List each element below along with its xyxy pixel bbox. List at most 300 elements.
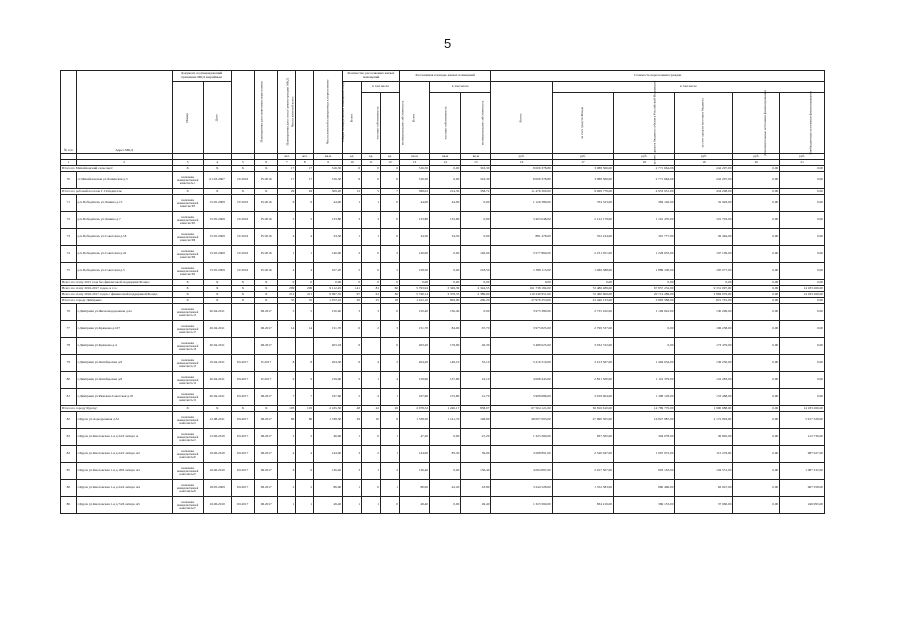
table-cell: 2	[362, 446, 381, 463]
table-cell: 1	[362, 463, 381, 480]
table-cell: 165 077,00	[675, 263, 733, 280]
table-cell	[231, 338, 254, 355]
table-cell: IV.2016	[255, 229, 278, 246]
table-cell: 0	[343, 280, 362, 286]
resettlement-table	[60, 70, 825, 514]
table-cell: 48	[343, 406, 362, 412]
table-cell: 137,80	[430, 372, 461, 389]
table-cell: 0,00	[491, 280, 552, 286]
table-cell: 2 540 047,00	[552, 446, 613, 463]
table-cell: X	[231, 292, 254, 298]
table-cell: р.п.Победитель ул.Советская д.18	[76, 229, 172, 246]
table-cell: 3 459 004,00	[552, 389, 613, 406]
table-cell: 4	[296, 446, 314, 463]
table-cell: 0,00	[733, 292, 780, 298]
table-cell: 14 183 266,00	[780, 292, 825, 298]
table-cell: 59,00	[461, 446, 491, 463]
table-cell: 12.08.2011	[203, 412, 231, 429]
table-cell: 9	[314, 160, 343, 166]
table-cell: II.2017	[255, 355, 278, 372]
table-cell: 5 746,14	[399, 292, 429, 298]
table-cell: 5	[343, 263, 362, 280]
table-cell: 8	[278, 355, 296, 372]
table-cell: 176,90	[430, 338, 461, 355]
table-cell: 3	[362, 304, 381, 321]
table-cell: 838,07	[461, 406, 491, 412]
table-cell: 0,00	[733, 286, 780, 292]
table-cell: 49,40	[399, 497, 429, 514]
table-cell: 15.05.2009	[203, 212, 231, 229]
table-cell: 3 032 722,00	[552, 338, 613, 355]
table-cell: 4 953 951,00	[614, 189, 675, 195]
table-cell: 82	[61, 412, 77, 429]
table-cell: 0,00	[430, 429, 461, 446]
table-cell: 987 027,00	[780, 446, 825, 463]
table-cell: 0,00	[733, 463, 780, 480]
table-cell: 598,02	[399, 189, 429, 195]
table-cell: 316,30	[399, 166, 429, 172]
table-cell: 115 276,00	[675, 446, 733, 463]
table-cell: II.2017	[255, 372, 278, 389]
table-cell: 5	[381, 263, 400, 280]
subtotal-label: Всего по этапу 2015 года без финансовой поддержки Фонда:	[61, 280, 173, 286]
table-cell: 3	[362, 212, 381, 229]
table-cell: 17	[296, 172, 314, 189]
table-cell: 6	[296, 195, 314, 212]
table-cell: 2 165,50	[314, 406, 343, 412]
table-cell: 4	[278, 446, 296, 463]
table-cell: 0,00	[733, 166, 780, 172]
table-cell: 5 489 025,00	[491, 338, 552, 355]
col-region-header: за счет средств бюджета субъекта Российской Федерации	[614, 93, 675, 154]
table-cell: III.2017	[255, 446, 278, 463]
table-cell: 316,30	[314, 172, 343, 189]
table-cell: 107,20	[314, 263, 343, 280]
table-cell: 144,00	[314, 446, 343, 463]
col-doc-number-header: Номер	[172, 82, 203, 154]
page-number: 5	[444, 36, 452, 51]
table-cell: 4	[278, 263, 296, 280]
table-cell: 17	[278, 166, 296, 172]
table-cell: 84,00	[430, 321, 461, 338]
table-cell: 0,00	[733, 480, 780, 497]
table-cell: IV.2016	[255, 172, 278, 189]
table-cell: III.2017	[255, 338, 278, 355]
table-cell: 5	[278, 212, 296, 229]
table-cell: III.2017	[255, 497, 278, 514]
table-cell: 0,00	[733, 263, 780, 280]
table-cell: 0,00	[430, 263, 461, 280]
table-cell: 86,00	[314, 480, 343, 497]
table-cell: 6	[343, 338, 362, 355]
table-cell: 21	[780, 160, 825, 166]
table-cell: 660 496,00	[614, 480, 675, 497]
table-cell: 1	[381, 446, 400, 463]
table-cell: 2 799 537,00	[552, 321, 613, 338]
table-cell: заключение межведомственной комиссии 392	[172, 263, 203, 280]
table-cell: 16.06.2010	[203, 446, 231, 463]
table-cell: X	[255, 298, 278, 304]
table-cell: 136 250,00	[675, 355, 733, 372]
table-cell: 8 006 378,80	[491, 172, 552, 189]
table-cell: 1	[343, 195, 362, 212]
table-cell: ед.	[381, 154, 400, 160]
table-cell: 2	[381, 246, 400, 263]
table-cell: 5 793,94	[399, 286, 429, 292]
table-cell: г.Дмитриев ул.Октябрьская д.8	[76, 372, 172, 389]
table-cell: 6 097,35	[314, 292, 343, 298]
table-cell: 837 365,00	[552, 429, 613, 446]
table-cell: 1 323 560,00	[491, 497, 552, 514]
table-cell: 0	[381, 212, 400, 229]
table-cell: 130 296,00	[675, 304, 733, 321]
table-cell: 0,00	[430, 166, 461, 172]
col-residents-plan-header: Число жителей планируемых к переселению	[296, 71, 314, 154]
table-cell: 6	[343, 321, 362, 338]
table-cell: 150,40	[399, 304, 429, 321]
subtotal-label: Итого по городу Курску:	[61, 406, 173, 412]
table-cell: 0,00	[314, 280, 343, 286]
table-cell: 25	[362, 298, 381, 304]
table-cell: 212 736,00	[780, 429, 825, 446]
table-cell: 0,00	[733, 298, 780, 304]
table-cell: 2	[343, 246, 362, 263]
table-cell: 42,20	[430, 480, 461, 497]
table-cell: III.2017	[231, 429, 254, 446]
col-local-header: за счет средств местного бюджета	[675, 93, 733, 154]
table-cell: 78	[61, 338, 77, 355]
table-cell: р.п.Победитель ул.Ленина д.13	[76, 195, 172, 212]
table-cell: 369 133,00	[614, 497, 675, 514]
table-cell: 0,00	[430, 463, 461, 480]
table-cell: III.2017	[255, 463, 278, 480]
table-cell: X	[203, 298, 231, 304]
table-cell: 316,30	[461, 166, 491, 172]
table-cell: 1 338,30	[399, 412, 429, 429]
table-cell: 0	[381, 229, 400, 246]
table-cell: X	[203, 189, 231, 195]
table-cell: 26	[381, 406, 400, 412]
table-cell: 1 552 383,00	[552, 480, 613, 497]
table-cell: 0,00	[733, 189, 780, 195]
table-cell: 141	[343, 286, 362, 292]
table-cell: 6	[296, 463, 314, 480]
table-cell: 2 771 664,06	[614, 166, 675, 172]
table-cell: X	[172, 292, 203, 298]
table-cell: 0,00	[552, 280, 613, 286]
table-cell: 1 889 100,00	[614, 263, 675, 280]
table-cell: 0,00	[780, 338, 825, 355]
table-cell: 0,00	[733, 497, 780, 514]
table-cell: 20.04.2011	[203, 321, 231, 338]
table-cell: 14 789 770,00	[614, 406, 675, 412]
table-cell: 0,00	[733, 429, 780, 446]
table-cell: заключение межведомственной комиссии №26	[172, 446, 203, 463]
table-cell: 35	[278, 298, 296, 304]
table-cell: 27 090 305,00	[552, 412, 613, 429]
table-cell: 79	[61, 355, 77, 372]
table-cell: 1	[343, 429, 362, 446]
table-cell: 4	[296, 229, 314, 246]
table-cell: X	[255, 292, 278, 298]
table-cell: 0,00	[461, 304, 491, 321]
table-cell: 9	[278, 372, 296, 389]
col-address-header: Адрес МКД	[76, 71, 172, 154]
table-cell: 34,50	[430, 229, 461, 246]
table-cell: 11 476 300,00	[491, 189, 552, 195]
table-cell: 22,10	[461, 372, 491, 389]
table-cell: 34,50	[399, 229, 429, 246]
table-cell: 0	[362, 429, 381, 446]
table-cell: 140,00	[399, 246, 429, 263]
table-cell: 14 183 266,00	[780, 406, 825, 412]
table-cell: 46,90	[314, 429, 343, 446]
table-cell: 36	[381, 292, 400, 298]
table-cell: г.Курск ул.Кисловская 1-я д.24/2 литера А2	[76, 446, 172, 463]
table-cell: 0	[362, 280, 381, 286]
table-cell: X	[231, 280, 254, 286]
table-cell: 3 577 860,00	[491, 246, 552, 263]
table-cell: 7	[381, 189, 400, 195]
table-cell: г.Дмитриев ул.Октябрьская д.9	[76, 355, 172, 372]
table-cell: 0,00	[780, 321, 825, 338]
table-cell: 1	[381, 480, 400, 497]
table-cell: 881 478,00	[491, 229, 552, 246]
table-cell: 0,00	[614, 280, 675, 286]
table-cell: 77	[61, 321, 77, 338]
doc-group-header: Документ, подтверждающий признание МКД аварийным	[172, 71, 231, 82]
table-cell: руб.	[614, 154, 675, 160]
table-cell: 1	[381, 389, 400, 406]
table-cell: 509,20	[314, 189, 343, 195]
table-cell: 0,00	[399, 280, 429, 286]
table-cell: 67 504 121,00	[491, 406, 552, 412]
table-cell: III.2017	[255, 429, 278, 446]
table-cell: 105	[278, 406, 296, 412]
table-cell: 76	[61, 304, 77, 321]
table-cell	[296, 338, 314, 355]
table-cell: X	[255, 166, 278, 172]
table-cell: 12	[381, 160, 400, 166]
table-cell: 2 735 162,00	[552, 304, 613, 321]
table-cell: 67,70	[461, 321, 491, 338]
table-cell: 4	[362, 389, 381, 406]
table-cell: 2	[76, 160, 172, 166]
table-cell: 0,00	[780, 166, 825, 172]
table-cell: 1	[343, 480, 362, 497]
col-doc-date-header: Дата	[203, 82, 231, 154]
table-cell: заключение межведомственной комиссии 386	[172, 229, 203, 246]
table-cell: X	[231, 189, 254, 195]
table-cell: 75	[61, 263, 77, 280]
table-cell: 97	[343, 292, 362, 298]
table-cell: ед.	[362, 154, 381, 160]
table-cell: 20.04.2011	[203, 372, 231, 389]
table-cell: 32 926,00	[675, 195, 733, 212]
table-cell: 0,00	[461, 280, 491, 286]
table-cell: 2	[296, 429, 314, 446]
table-cell: 5	[296, 304, 314, 321]
table-cell: 15.05.2009	[203, 229, 231, 246]
table-cell: 73	[61, 229, 77, 246]
subtotal-label: Итого по рабочий поселок Г. Победитель:	[61, 189, 173, 195]
table-cell: 0,00	[675, 280, 733, 286]
table-cell: 0	[381, 195, 400, 212]
table-cell: IV.2016	[231, 263, 254, 280]
table-cell: 3	[343, 446, 362, 463]
table-cell: X	[172, 280, 203, 286]
table-cell: руб.	[733, 154, 780, 160]
table-cell: III.2017	[231, 446, 254, 463]
table-cell: 0,00	[733, 389, 780, 406]
table-cell: 218,50	[399, 263, 429, 280]
table-cell: 0	[362, 166, 381, 172]
table-cell: 3	[343, 463, 362, 480]
table-cell: 4 568 891,00	[491, 446, 552, 463]
table-cell: 1 012,10	[399, 298, 429, 304]
table-cell: 161 738 184,00	[491, 286, 552, 292]
table-cell: 104 531,00	[675, 463, 733, 480]
table-cell: 704 323,00	[552, 195, 613, 212]
table-cell: 3 413 567,00	[552, 355, 613, 372]
table-cell: IV.2016	[231, 195, 254, 212]
table-cell: 0,00	[780, 195, 825, 212]
table-cell: 15.06.2010	[203, 429, 231, 446]
table-cell: 0	[362, 246, 381, 263]
table-body	[61, 154, 825, 514]
col-plan-demolish-header: Планируемая дата сноса/ реконструкции МКД	[255, 71, 278, 154]
table-cell: 19.04.2011	[203, 355, 231, 372]
table-cell: г.Курск ул.Кисловская 1-я д.24/4 литера А4	[76, 480, 172, 497]
table-cell: 80	[61, 372, 77, 389]
table-cell: X	[203, 280, 231, 286]
col-area-municipal-header: муниципальная собственность	[461, 93, 491, 154]
table-cell	[278, 338, 296, 355]
table-cell: 106,60	[461, 412, 491, 429]
table-cell: 2	[362, 321, 381, 338]
table-cell: 2 884 976,00	[675, 292, 733, 298]
table-cell: 15	[461, 160, 491, 166]
table-cell: 26,30	[461, 338, 491, 355]
col-rooms-private-header: частная собственность	[362, 93, 381, 154]
table-cell: 3 088 306,00	[552, 166, 613, 172]
table-cell: чел.	[296, 154, 314, 160]
table-cell: заключение межведомственной комиссии №27	[172, 497, 203, 514]
table-cell: 1	[362, 497, 381, 514]
table-cell: заключение межведомственной комиссии 385	[172, 212, 203, 229]
table-cell: 0,00	[430, 497, 461, 514]
table-cell: 242 207,00	[675, 172, 733, 189]
table-cell: 0,00	[780, 229, 825, 246]
table-cell: 1	[278, 246, 296, 263]
table-cell: 62 047,00	[675, 480, 733, 497]
table-cell: 15.05.2009	[203, 263, 231, 280]
table-cell: 36 816 610,00	[552, 406, 613, 412]
table-cell: ст.Михайловская ул.Ленинская д.3	[76, 172, 172, 189]
table-cell: р.п.Победитель ул.Ленина д.7	[76, 212, 172, 229]
table-cell: 47,20	[399, 429, 429, 446]
table-cell: 5	[278, 304, 296, 321]
table-cell: 1 161 470,00	[614, 212, 675, 229]
table-cell: 105	[296, 406, 314, 412]
col-area-total-header: Общая площадь жилых помещений МКД	[314, 71, 343, 154]
table-cell: 3	[172, 160, 203, 166]
table-cell: 5 908 686,00	[491, 389, 552, 406]
table-cell: 3 975 380,00	[491, 304, 552, 321]
table-cell: 85,30	[430, 446, 461, 463]
table-cell: X	[172, 286, 203, 292]
table-row	[61, 463, 825, 480]
table-cell: X	[203, 406, 231, 412]
col-fund-header: за счет средств Фонда	[552, 93, 613, 154]
table-cell: 55,10	[461, 355, 491, 372]
table-cell: X	[255, 286, 278, 292]
table-cell: 47,20	[461, 429, 491, 446]
table-cell: 1	[278, 497, 296, 514]
table-cell: III.2017	[231, 412, 254, 429]
table-cell: 16 827 987,00	[614, 412, 675, 429]
table-cell: 6	[278, 463, 296, 480]
table-cell: 43,80	[461, 480, 491, 497]
table-cell: 16.06.2010	[203, 497, 231, 514]
table-cell: X	[203, 166, 231, 172]
table-cell: X	[203, 286, 231, 292]
table-cell: 301 777,00	[614, 229, 675, 246]
table-cell: 0	[381, 304, 400, 321]
table-cell: г.Курск ул.Кисловская 1-я д.18/6 литера А3	[76, 463, 172, 480]
table-cell: 0,00	[780, 280, 825, 286]
table-cell: заключение межведомственной комиссии № 1	[172, 172, 203, 189]
table-cell: 299	[296, 286, 314, 292]
table-cell: 151,70	[314, 321, 343, 338]
table-cell: 0,00	[461, 212, 491, 229]
table-cell: руб.	[780, 154, 825, 160]
table-cell	[231, 304, 254, 321]
table-cell: 9	[296, 372, 314, 389]
table-cell: 246 095,00	[780, 497, 825, 514]
table-cell: 5	[343, 372, 362, 389]
table-cell: 01.03.2007	[203, 172, 231, 189]
table-cell: 0,00	[780, 304, 825, 321]
area-in-that-header: в том числе	[430, 82, 491, 93]
table-cell: 84	[61, 446, 77, 463]
table-cell: 19	[675, 160, 733, 166]
table-cell: 49,40	[461, 497, 491, 514]
table-cell: р.п.Победитель ул.Советская д.5	[76, 263, 172, 280]
table-cell: 26 464,00	[675, 229, 733, 246]
table-cell: 6	[278, 195, 296, 212]
table-cell: III.2017	[255, 321, 278, 338]
table-cell: 211	[296, 292, 314, 298]
table-cell: 81	[362, 286, 381, 292]
table-cell: 67 857 232,00	[614, 286, 675, 292]
table-cell: 0,00	[780, 263, 825, 280]
table-cell: 155,80	[430, 389, 461, 406]
table-cell: 3 975 825,00	[491, 321, 552, 338]
table-cell: IV.2016	[255, 212, 278, 229]
table-cell: 4	[381, 372, 400, 389]
table-cell: 0,00	[733, 246, 780, 263]
table-cell: 0,00	[733, 372, 780, 389]
table-cell: заключение межведомственной комиссии № 57	[172, 321, 203, 338]
table-cell: 72	[61, 212, 77, 229]
table-cell: 10	[362, 412, 381, 429]
table-cell: 72 460 609,00	[552, 292, 613, 298]
table-cell: заключение межведомственной комиссии № 53	[172, 355, 203, 372]
subtotal-label: Итого по Михайловский сельсовет:	[61, 166, 173, 172]
table-cell: кв.м	[314, 154, 343, 160]
table-cell: 1 388 115,00	[491, 263, 552, 280]
